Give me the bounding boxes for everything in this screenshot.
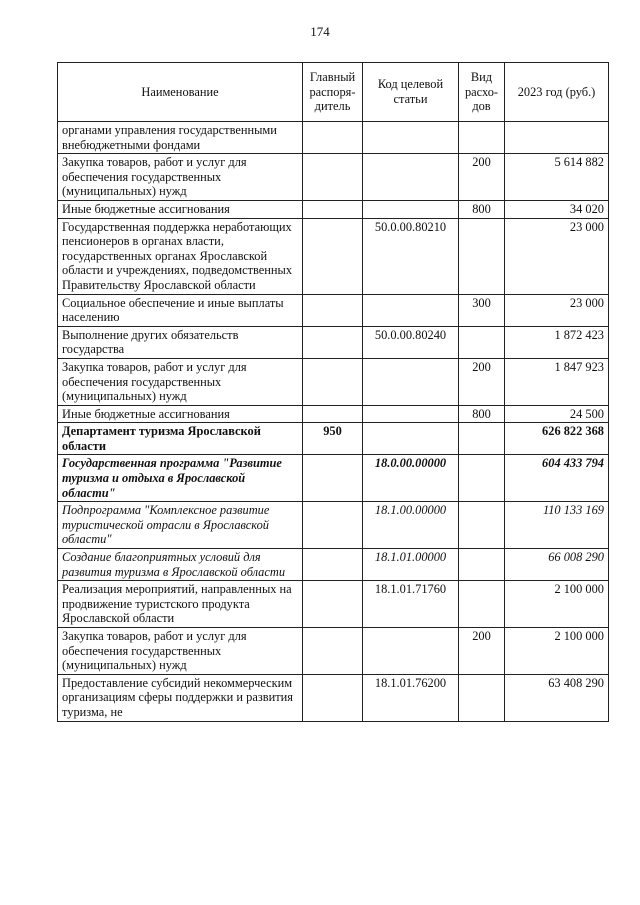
row-chief-manager xyxy=(303,294,363,326)
row-target-code: 18.0.00.00000 xyxy=(363,455,459,502)
row-target-code xyxy=(363,122,459,154)
row-expense-type: 200 xyxy=(459,628,505,675)
row-chief-manager xyxy=(303,455,363,502)
row-expense-type xyxy=(459,455,505,502)
table-row xyxy=(58,674,609,721)
row-chief-manager xyxy=(303,628,363,675)
row-target-code xyxy=(363,358,459,405)
row-chief-manager xyxy=(303,122,363,154)
table-row xyxy=(58,628,609,675)
row-name: Закупка товаров, работ и услуг для обеспечения государственных (муниципальных) нужд xyxy=(58,628,303,675)
row-chief-manager xyxy=(303,674,363,721)
row-amount: 110 133 169 xyxy=(505,502,609,549)
row-name: Закупка товаров, работ и услуг для обеспечения государственных (муниципальных) нужд xyxy=(58,358,303,405)
table-row-event xyxy=(58,549,609,581)
row-name: Закупка товаров, работ и услуг для обеспечения государственных (муниципальных) нужд xyxy=(58,154,303,201)
row-expense-type xyxy=(459,122,505,154)
row-amount: 604 433 794 xyxy=(505,455,609,502)
table-row xyxy=(58,581,609,628)
row-name: Государственная программа "Развитие туризма и отдыха в Ярославской области" xyxy=(58,455,303,502)
row-amount: 63 408 290 xyxy=(505,674,609,721)
row-name: Реализация мероприятий, направленных на продвижение туристского продукта Ярославской области xyxy=(58,581,303,628)
row-target-code: 18.1.01.71760 xyxy=(363,581,459,628)
row-name: Предоставление субсидий некоммерческим организациям сферы поддержки и развития туризма, не xyxy=(58,674,303,721)
table-row xyxy=(58,294,609,326)
row-target-code: 18.1.01.00000 xyxy=(363,549,459,581)
row-expense-type xyxy=(459,423,505,455)
table-row xyxy=(58,218,609,294)
row-target-code: 18.1.01.76200 xyxy=(363,674,459,721)
row-amount: 1 872 423 xyxy=(505,326,609,358)
row-expense-type: 200 xyxy=(459,154,505,201)
row-target-code: 50.0.00.80210 xyxy=(363,218,459,294)
row-expense-type xyxy=(459,218,505,294)
row-target-code xyxy=(363,628,459,675)
row-chief-manager xyxy=(303,154,363,201)
row-target-code xyxy=(363,423,459,455)
row-amount: 24 500 xyxy=(505,405,609,423)
table-row-subprogram xyxy=(58,502,609,549)
page-number: 174 xyxy=(310,24,330,39)
row-chief-manager xyxy=(303,326,363,358)
row-expense-type xyxy=(459,502,505,549)
row-amount: 2 100 000 xyxy=(505,581,609,628)
row-expense-type xyxy=(459,326,505,358)
row-amount: 23 000 xyxy=(505,294,609,326)
row-chief-manager: 950 xyxy=(303,423,363,455)
row-chief-manager xyxy=(303,581,363,628)
row-expense-type xyxy=(459,674,505,721)
row-amount xyxy=(505,122,609,154)
row-name: Департамент туризма Ярославской области xyxy=(58,423,303,455)
row-amount: 5 614 882 xyxy=(505,154,609,201)
row-target-code: 18.1.00.00000 xyxy=(363,502,459,549)
row-target-code xyxy=(363,405,459,423)
row-amount: 2 100 000 xyxy=(505,628,609,675)
row-name: Государственная поддержка неработающих пенсионеров в органах власти, государственных органах Ярославской области и учреждениях, подведомственных Правительству Ярославской области xyxy=(58,218,303,294)
row-expense-type xyxy=(459,581,505,628)
table-row xyxy=(58,154,609,201)
header-target-code: Код целевой статьи xyxy=(363,63,459,122)
header-chief-manager: Главный распоря-дитель xyxy=(303,63,363,122)
row-amount: 66 008 290 xyxy=(505,549,609,581)
budget-table xyxy=(57,62,609,722)
row-chief-manager xyxy=(303,200,363,218)
row-chief-manager xyxy=(303,218,363,294)
row-target-code xyxy=(363,200,459,218)
row-name: Создание благоприятных условий для развития туризма в Ярославской области xyxy=(58,549,303,581)
row-name: Социальное обеспечение и иные выплаты населению xyxy=(58,294,303,326)
table-row xyxy=(58,200,609,218)
row-expense-type xyxy=(459,549,505,581)
row-chief-manager xyxy=(303,549,363,581)
row-target-code: 50.0.00.80240 xyxy=(363,326,459,358)
table-header-row xyxy=(58,63,609,122)
row-name: Подпрограмма "Комплексное развитие туристической отрасли в Ярославской области" xyxy=(58,502,303,549)
row-amount: 626 822 368 xyxy=(505,423,609,455)
row-chief-manager xyxy=(303,405,363,423)
row-expense-type: 200 xyxy=(459,358,505,405)
table-row xyxy=(58,122,609,154)
table-row xyxy=(58,326,609,358)
row-amount: 23 000 xyxy=(505,218,609,294)
row-amount: 34 020 xyxy=(505,200,609,218)
row-chief-manager xyxy=(303,502,363,549)
row-amount: 1 847 923 xyxy=(505,358,609,405)
header-year-amount: 2023 год (руб.) xyxy=(505,63,609,122)
row-expense-type: 800 xyxy=(459,405,505,423)
header-expense-type: Вид расхо-дов xyxy=(459,63,505,122)
table-row-program xyxy=(58,455,609,502)
row-expense-type: 800 xyxy=(459,200,505,218)
row-name: органами управления государственными внебюджетными фондами xyxy=(58,122,303,154)
row-target-code xyxy=(363,294,459,326)
row-name: Иные бюджетные ассигнования xyxy=(58,405,303,423)
table-row xyxy=(58,358,609,405)
header-name: Наименование xyxy=(58,63,303,122)
row-name: Выполнение других обязательств государства xyxy=(58,326,303,358)
row-name: Иные бюджетные ассигнования xyxy=(58,200,303,218)
table-row xyxy=(58,405,609,423)
row-expense-type: 300 xyxy=(459,294,505,326)
row-chief-manager xyxy=(303,358,363,405)
table-body xyxy=(58,122,609,722)
table-row-department xyxy=(58,423,609,455)
row-target-code xyxy=(363,154,459,201)
